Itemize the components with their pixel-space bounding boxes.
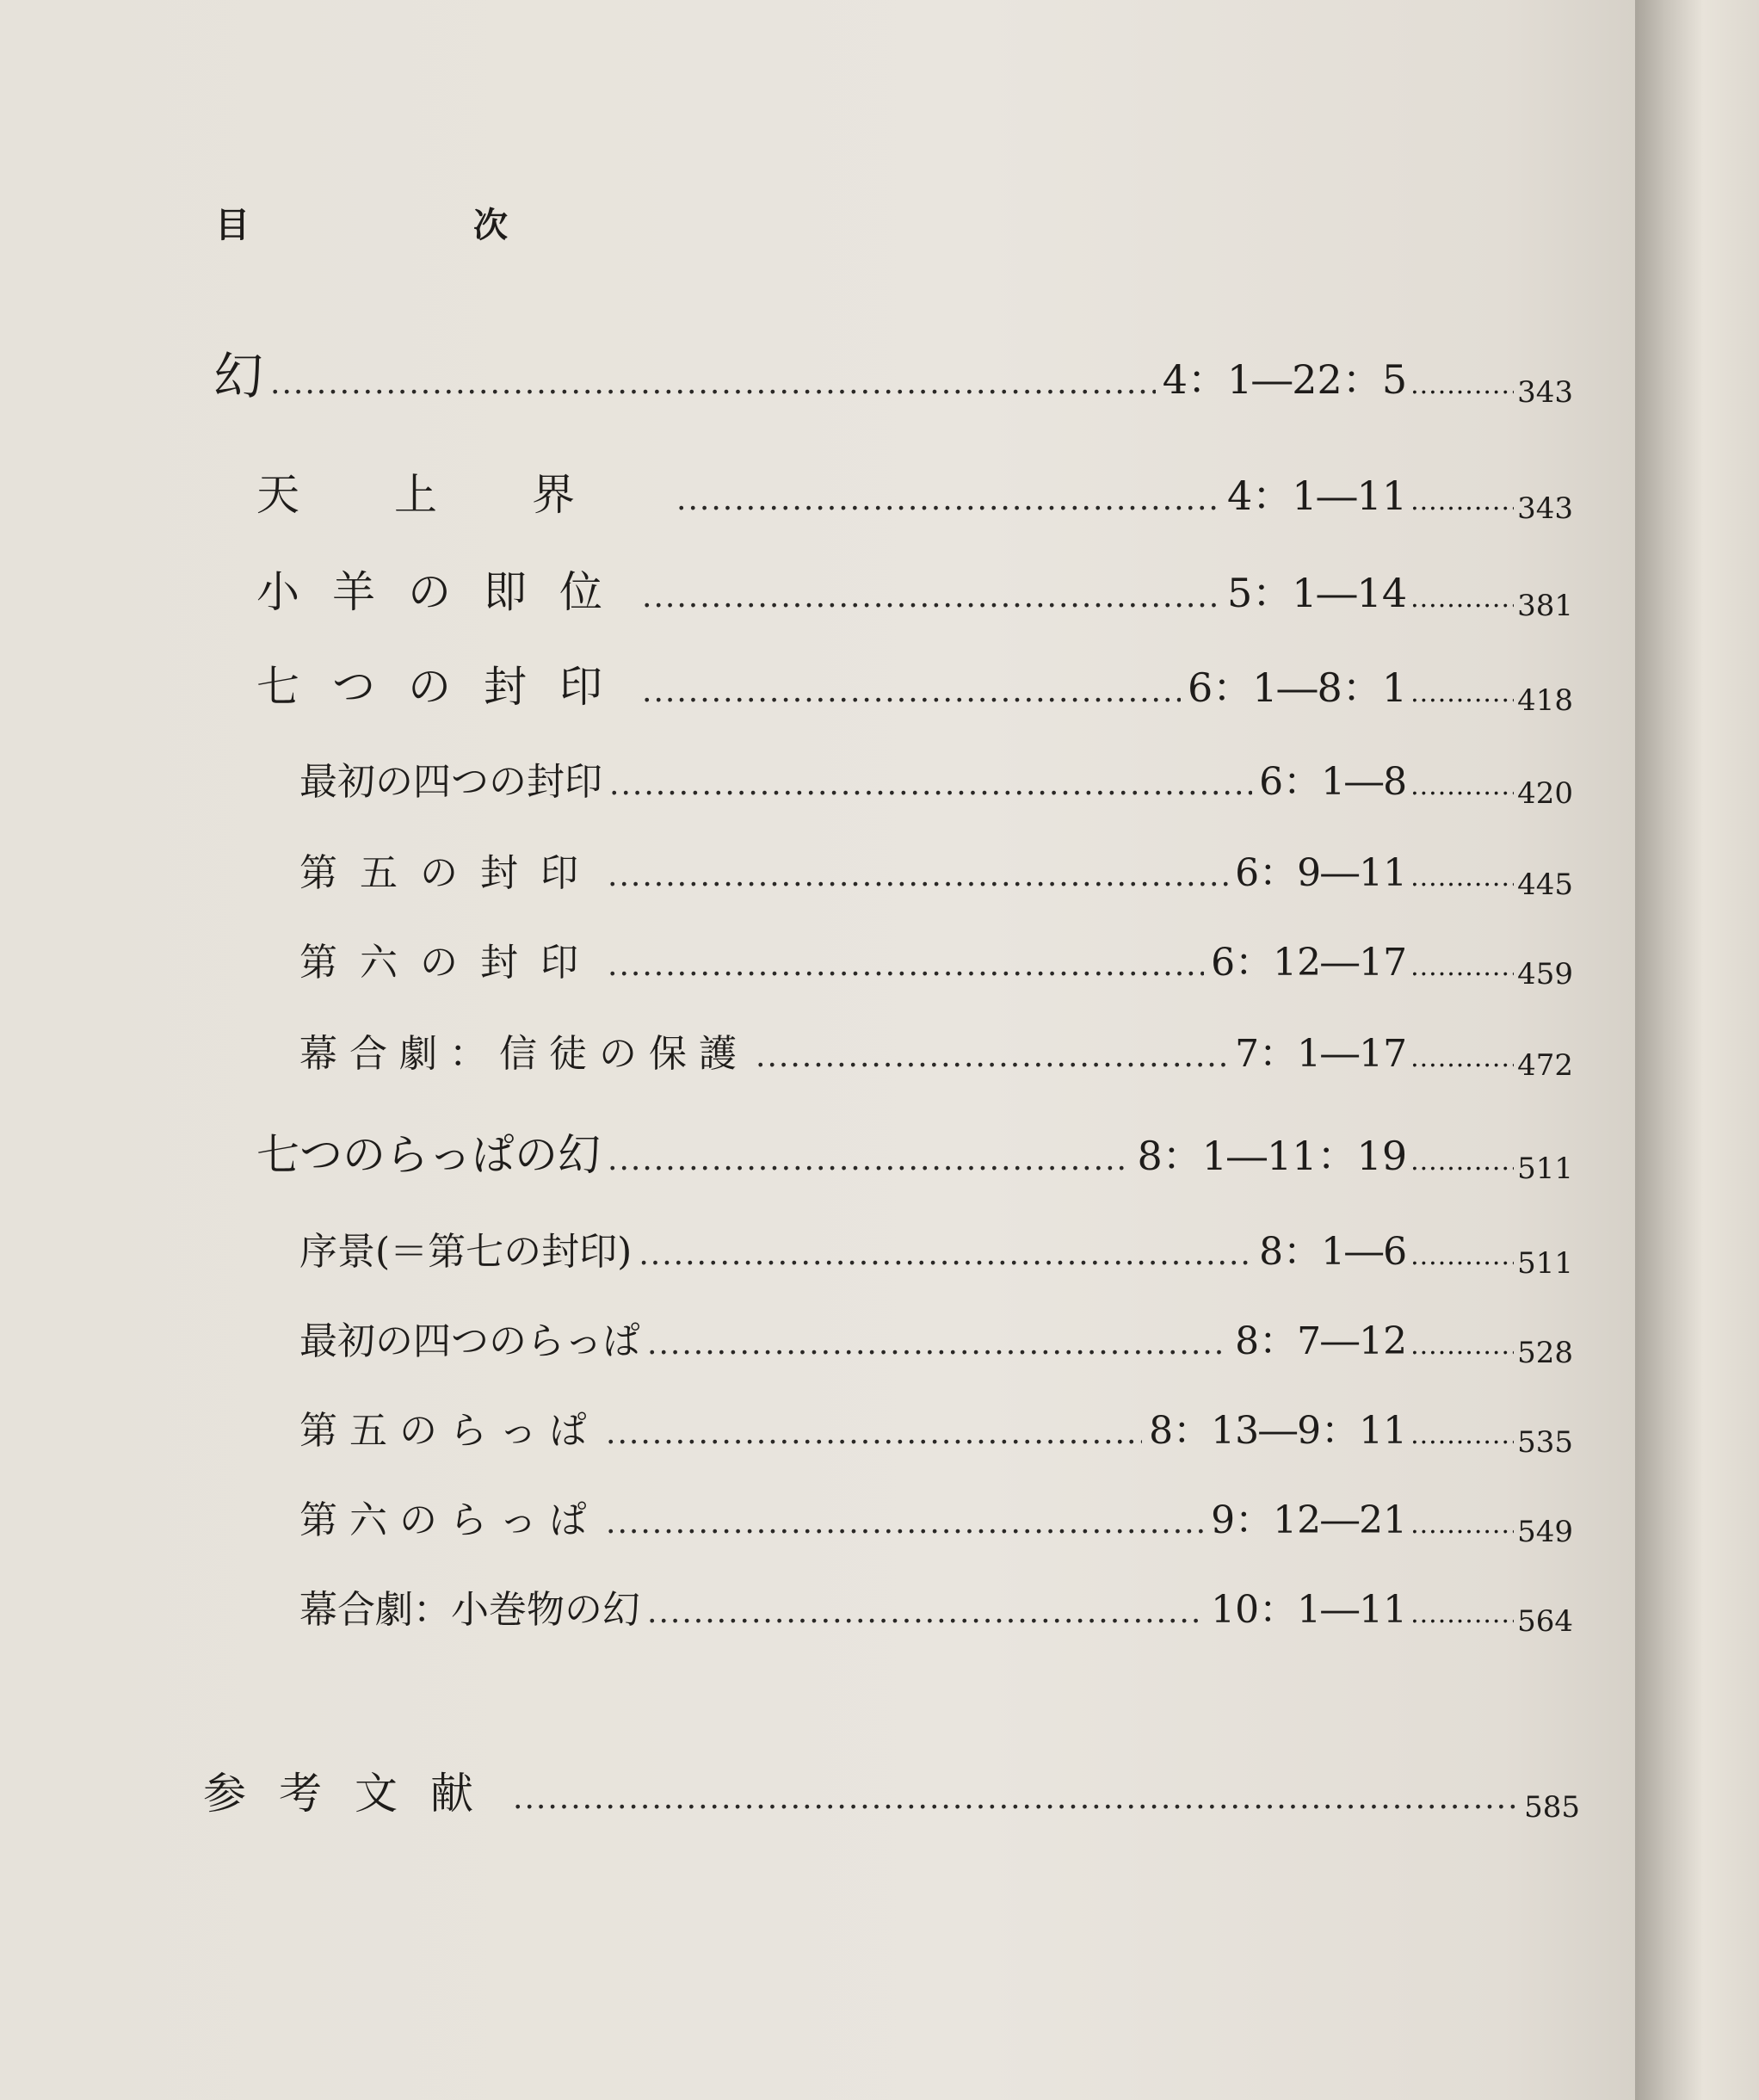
toc-entry-ref: 5：1―14 bbox=[1227, 570, 1408, 616]
toc-entry-ref: 8：13―9：11 bbox=[1149, 1409, 1408, 1453]
toc-entry-ref: 8：1―6 bbox=[1259, 1230, 1408, 1274]
dot-leader bbox=[639, 1237, 1252, 1272]
toc-entry-makuai-shinto bbox=[299, 1022, 1573, 1083]
dot-leader bbox=[642, 579, 1220, 615]
toc-entry-title: 小羊の即位 bbox=[256, 567, 635, 617]
toc-entry-ref: 9：12―21 bbox=[1211, 1498, 1408, 1542]
toc-entry-page: 535 bbox=[1517, 1425, 1573, 1460]
dot-leader bbox=[1410, 862, 1514, 892]
toc-entry-title: 幕合劇：信徒の保護 bbox=[299, 1032, 749, 1076]
dot-leader bbox=[1410, 370, 1514, 400]
dot-leader bbox=[1410, 1146, 1514, 1177]
toc-entry-ref: 4：1―22：5 bbox=[1162, 356, 1408, 403]
toc-entry-page: 549 bbox=[1517, 1515, 1573, 1549]
dot-leader bbox=[756, 1039, 1228, 1074]
toc-entry-ref: 6：9―11 bbox=[1235, 851, 1408, 895]
toc-entry-saisho-fuuin bbox=[299, 750, 1573, 811]
dot-leader bbox=[513, 1781, 1517, 1816]
dot-leader bbox=[1410, 1420, 1514, 1450]
toc-entry-dairoku-fuuin bbox=[299, 931, 1573, 991]
toc-entry-makuai-kokanmotsu bbox=[299, 1578, 1573, 1639]
dot-leader bbox=[608, 1142, 1130, 1177]
dot-leader bbox=[1410, 678, 1514, 708]
toc-entry-daigo-fuuin bbox=[299, 842, 1573, 902]
toc-entry-kohitsuji bbox=[256, 558, 1573, 623]
toc-entry-page: 420 bbox=[1517, 776, 1573, 811]
toc-entry-title: 幕合劇：小巻物の幻 bbox=[299, 1588, 640, 1632]
page-heading: 目 次 bbox=[215, 205, 602, 245]
dot-leader bbox=[676, 482, 1220, 517]
dot-leader bbox=[608, 858, 1228, 893]
toc-entry-title: 幻 bbox=[213, 347, 264, 405]
toc-entry-rappa-maboroshi bbox=[256, 1121, 1573, 1186]
toc-entry-page: 343 bbox=[1517, 375, 1573, 410]
toc-entry-page: 418 bbox=[1517, 683, 1573, 718]
toc-entry-jokei bbox=[299, 1220, 1573, 1281]
toc-entry-sankou-bunken bbox=[203, 1759, 1580, 1825]
toc-entry-page: 445 bbox=[1517, 868, 1573, 902]
toc-entry-title: 七つの封印 bbox=[256, 662, 635, 712]
toc-entry-ref: 4：1―11 bbox=[1227, 472, 1408, 519]
toc-entry-title: 最初の四つの封印 bbox=[299, 760, 602, 804]
toc-entry-dairoku-rappa bbox=[299, 1489, 1573, 1549]
toc-entry-ref: 8：7―12 bbox=[1235, 1319, 1408, 1363]
toc-entry-title: 第五の封印 bbox=[299, 851, 601, 895]
toc-entry-tenjoukai bbox=[256, 460, 1573, 526]
dot-leader bbox=[1410, 1599, 1514, 1629]
toc-entry-title: 第六のらっぱ bbox=[299, 1498, 599, 1542]
dot-leader bbox=[606, 1505, 1204, 1541]
dot-leader bbox=[1410, 1241, 1514, 1271]
toc-entry-page: 528 bbox=[1517, 1336, 1573, 1370]
dot-leader bbox=[270, 366, 1156, 401]
toc-entry-title: 第六の封印 bbox=[299, 941, 601, 985]
toc-entry-title: 七つのらっぱの幻 bbox=[256, 1130, 601, 1180]
toc-entry-saisho-rappa bbox=[299, 1310, 1573, 1370]
toc-entry-title: 天上界 bbox=[256, 470, 670, 520]
toc-entry-title: 最初の四つのらっぱ bbox=[299, 1319, 640, 1363]
dot-leader bbox=[1410, 1043, 1514, 1073]
dot-leader bbox=[647, 1595, 1204, 1630]
toc-entry-title: 序景(＝第七の封印) bbox=[299, 1230, 633, 1274]
toc-entry-title: 第五のらっぱ bbox=[299, 1409, 599, 1453]
toc-entry-page: 564 bbox=[1517, 1604, 1573, 1639]
dot-leader bbox=[609, 767, 1252, 802]
toc-entry-ref: 6：1―8：1 bbox=[1188, 664, 1408, 711]
toc-entry-nanatsu-no-fuuin bbox=[256, 652, 1573, 718]
toc-entry-ref: 6：1―8 bbox=[1259, 760, 1408, 804]
toc-entry-page: 511 bbox=[1517, 1246, 1573, 1281]
toc-entry-title: 参考文献 bbox=[203, 1769, 506, 1819]
dot-leader bbox=[1410, 486, 1514, 516]
toc-entry-page: 585 bbox=[1524, 1790, 1580, 1825]
dot-leader bbox=[642, 674, 1181, 709]
toc-entry-ref: 8：1―11：19 bbox=[1137, 1133, 1408, 1179]
toc-entry-page: 381 bbox=[1517, 589, 1573, 623]
toc-entry-page: 343 bbox=[1517, 491, 1573, 526]
dot-leader bbox=[1410, 1510, 1514, 1540]
next-page-edge bbox=[1635, 0, 1759, 2100]
toc-entry-page: 459 bbox=[1517, 957, 1573, 991]
toc-entry-maboroshi bbox=[213, 336, 1573, 408]
toc-entry-page: 511 bbox=[1517, 1152, 1573, 1186]
dot-leader bbox=[608, 948, 1204, 983]
dot-leader bbox=[1410, 1331, 1514, 1361]
dot-leader bbox=[1410, 952, 1514, 982]
toc-entry-daigo-rappa bbox=[299, 1399, 1573, 1460]
dot-leader bbox=[606, 1416, 1142, 1451]
toc-entry-ref: 10：1―11 bbox=[1211, 1588, 1408, 1632]
toc-entry-page: 472 bbox=[1517, 1048, 1573, 1083]
dot-leader bbox=[1410, 584, 1514, 614]
toc-entry-ref: 7：1―17 bbox=[1235, 1032, 1408, 1076]
dot-leader bbox=[1410, 771, 1514, 801]
toc-entry-ref: 6：12―17 bbox=[1211, 941, 1408, 985]
dot-leader bbox=[647, 1326, 1228, 1362]
